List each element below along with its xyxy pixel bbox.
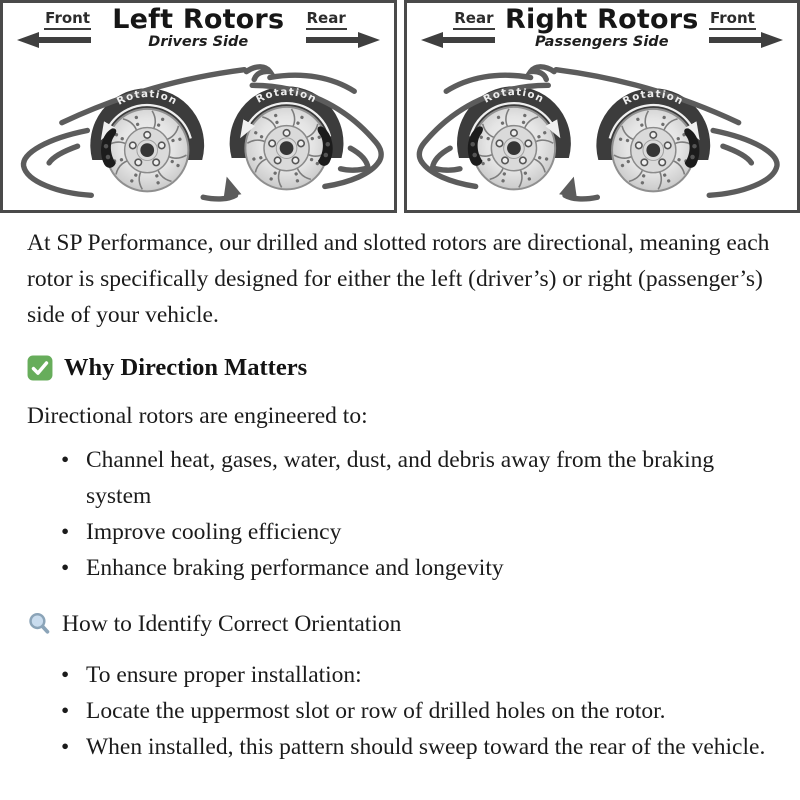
left-panel-header <box>3 3 394 55</box>
left-rotors-panel <box>0 0 397 213</box>
right-car-illustration <box>407 52 798 209</box>
why-direction-matters-heading <box>27 354 773 382</box>
identify-orientation-heading <box>27 611 773 638</box>
rear-label: Rear <box>306 9 347 30</box>
right-panel-subtitle: Passengers Side <box>534 34 669 51</box>
engineered-lead: Directional rotors are engineered to: <box>27 402 368 429</box>
rotor-direction-diagram <box>0 0 800 213</box>
left-car-illustration <box>3 52 394 209</box>
green-check-icon <box>27 355 53 381</box>
front-direction-indicator <box>15 9 91 48</box>
magnifying-glass-icon <box>27 612 52 637</box>
left-arrow-icon <box>17 32 91 48</box>
left-panel-subtitle: Drivers Side <box>148 34 249 51</box>
list-item: • Enhance braking performance and longevity <box>61 551 773 587</box>
front-label: Front <box>709 9 756 30</box>
rotation-label-rear-left: Rotation <box>254 86 319 106</box>
list-item: • When installed, this pattern should sweep toward the rear of the vehicle. <box>61 730 773 766</box>
right-arrow-icon <box>306 32 380 48</box>
benefits-list <box>27 443 773 587</box>
right-panel-title: Right Rotors <box>505 4 699 35</box>
front-label: Front <box>44 9 91 30</box>
heading-text: Why Direction Matters <box>64 353 308 381</box>
heading-text: How to Identify Correct Orientation <box>62 610 402 637</box>
left-panel-title: Left Rotors <box>112 4 285 35</box>
rear-label: Rear <box>453 9 494 30</box>
installation-list <box>27 658 773 766</box>
rotation-label-front-right: Rotation <box>620 87 686 108</box>
front-direction-indicator <box>709 9 785 48</box>
right-panel-header <box>407 3 798 55</box>
left-arrow-icon <box>421 32 495 48</box>
intro-paragraph: At SP Performance, our drilled and slotted rotors are directional, meaning each rotor is specifically designed for either the left (driver’s) or right (passenger’s) side of your vehicle. <box>27 230 770 328</box>
list-item: • Locate the uppermost slot or row of drilled holes on the rotor. <box>61 694 773 730</box>
list-item: • Improve cooling efficiency <box>61 515 773 551</box>
right-arrow-icon <box>709 32 783 48</box>
list-item: • To ensure proper installation: <box>61 658 773 694</box>
rear-direction-indicator <box>306 9 382 48</box>
right-rotors-panel <box>404 0 800 213</box>
list-item: • Channel heat, gases, water, dust, and debris away from the braking system <box>61 443 773 515</box>
rotation-label-front-left: Rotation <box>114 87 180 108</box>
article <box>0 226 800 766</box>
rear-direction-indicator <box>419 9 495 48</box>
rotation-label-rear-right: Rotation <box>481 86 546 106</box>
